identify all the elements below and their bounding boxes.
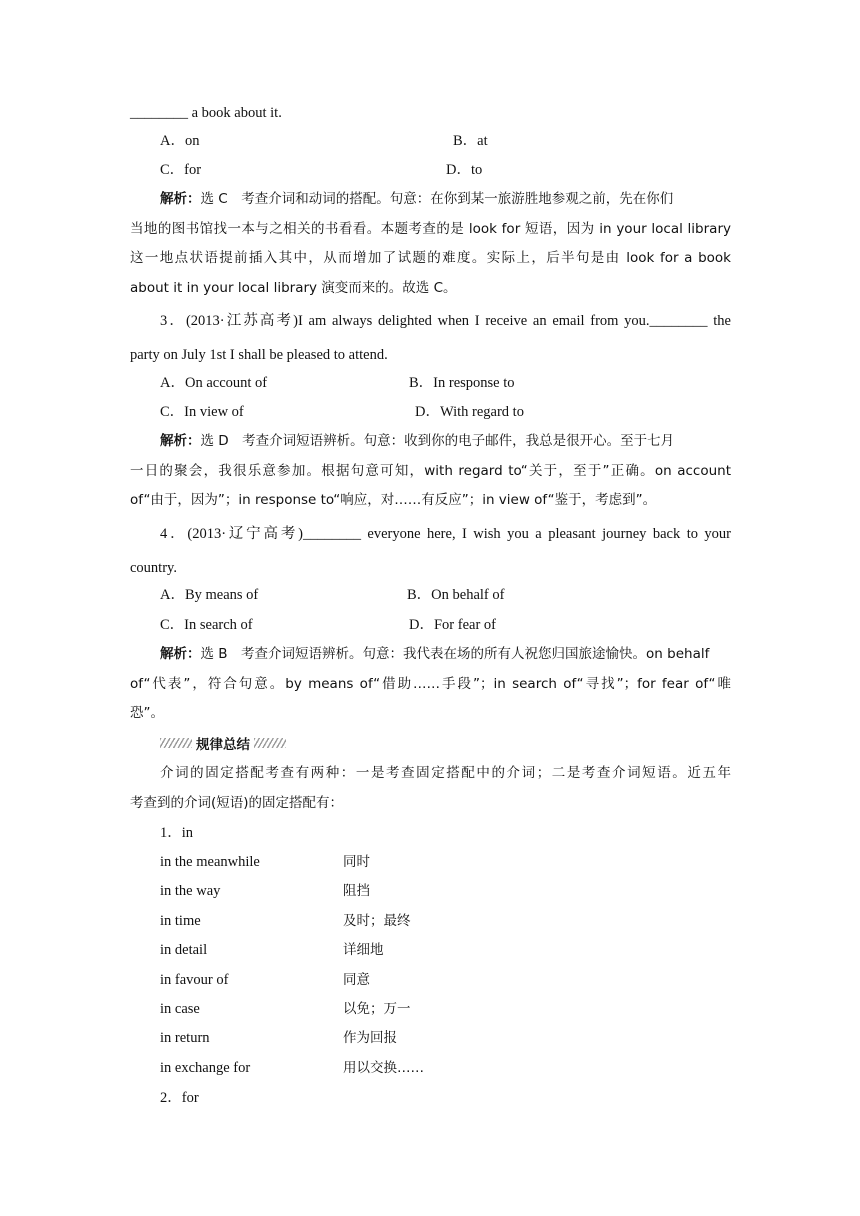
phrase-meaning: 作为回报 [343, 1030, 397, 1046]
q3-option-b: B．In response to [409, 375, 515, 391]
q2-option-c: C．for [160, 162, 202, 178]
q4-analysis-line1: 解析：选 B 考查介词短语辨析。句意：我代表在场的所有人祝您归国旅途愉快。on behalf [160, 646, 710, 662]
q3-option-d: D．With regard to [415, 404, 524, 420]
q2-analysis-line1: 解析：选 C 考查介词和动词的搭配。句意：在你到某一旅游胜地参观之前，先在你们 [160, 191, 674, 207]
q3-option-c: C．In view of [160, 404, 244, 420]
summary-title: 规律总结 [196, 737, 250, 753]
phrase-meaning: 用以交换…… [343, 1060, 424, 1076]
analysis-label: 解析： [160, 646, 201, 662]
question-4-stem-cont: country. [130, 560, 177, 576]
q4-analysis-line2: of“代表”，符合句意。by means of“借助……手段”；in search of“寻找”；for fear of“唯 [130, 676, 731, 692]
phrase-meaning: 同时 [343, 854, 370, 870]
q2-analysis-line4: about it in your local library 演变而来的。故选 C。 [130, 280, 457, 296]
q4-option-b: B．On behalf of [407, 587, 505, 603]
question-3-stem: 3．(2013·江苏高考)I am always delighted when I receive an email from you.________ the [160, 313, 731, 329]
q2-analysis-line2: 当地的图书馆找一本与之相关的书看看。本题考查的是 look for 短语，因为 in your local library [130, 221, 731, 237]
q4-analysis-line3: 恐”。 [130, 705, 164, 721]
phrase-meaning: 同意 [343, 972, 370, 988]
q4-option-d: D．For fear of [409, 617, 496, 633]
q2-option-b: B．at [453, 133, 488, 149]
q4-option-c: C．In search of [160, 617, 253, 633]
q4-option-a: A．By means of [160, 587, 259, 603]
phrase-meaning: 详细地 [343, 942, 384, 958]
phrase-term: in favour of [160, 972, 229, 988]
section-heading-in: 1．in [160, 825, 194, 841]
phrase-term: in time [160, 913, 201, 929]
q3-analysis-line3: of“由于，因为”；in response to“响应，对……有反应”；in view of“鉴于，考虑到”。 [130, 492, 657, 508]
q2-option-d: D．to [446, 162, 483, 178]
summary-paragraph-line1: 介词的固定搭配考查有两种：一是考查固定搭配中的介词；二是考查介词短语。近五年 [160, 765, 731, 781]
q3-analysis-line1: 解析：选 D 考查介词短语辨析。句意：收到你的电子邮件，我总是很开心。至于七月 [160, 433, 675, 449]
question-4-stem: 4．(2013·辽宁高考)________ everyone here, I wish you a pleasant journey back to your [160, 526, 731, 542]
phrase-meaning: 及时；最终 [343, 913, 411, 929]
phrase-term: in return [160, 1030, 210, 1046]
phrase-meaning: 以免；万一 [343, 1001, 411, 1017]
q3-analysis-line2: 一日的聚会，我很乐意参加。根据句意可知，with regard to“关于，至于”正确。on account [130, 463, 731, 479]
hatch-decoration-left [160, 738, 192, 748]
q3-option-a: A．On account of [160, 375, 268, 391]
phrase-term: in detail [160, 942, 208, 958]
phrase-term: in the meanwhile [160, 854, 260, 870]
q2-option-a: A．on [160, 133, 200, 149]
q2-analysis-line3: 这一地点状语提前插入其中，从而增加了试题的难度。实际上，后半句是由 look for a book [130, 250, 731, 266]
analysis-label: 解析： [160, 433, 201, 449]
analysis-label: 解析： [160, 191, 201, 207]
hatch-decoration-right [254, 738, 286, 748]
section-heading-for: 2．for [160, 1090, 199, 1106]
summary-heading [160, 733, 286, 753]
phrase-term: in exchange for [160, 1060, 251, 1076]
phrase-term: in the way [160, 883, 221, 899]
question-3-stem-cont: party on July 1st I shall be pleased to attend. [130, 347, 388, 363]
phrase-term: in case [160, 1001, 200, 1017]
question-2-tail: ________ a book about it. [130, 105, 282, 121]
summary-paragraph-line2: 考查到的介词(短语)的固定搭配有： [130, 795, 344, 811]
phrase-meaning: 阻挡 [343, 883, 370, 899]
